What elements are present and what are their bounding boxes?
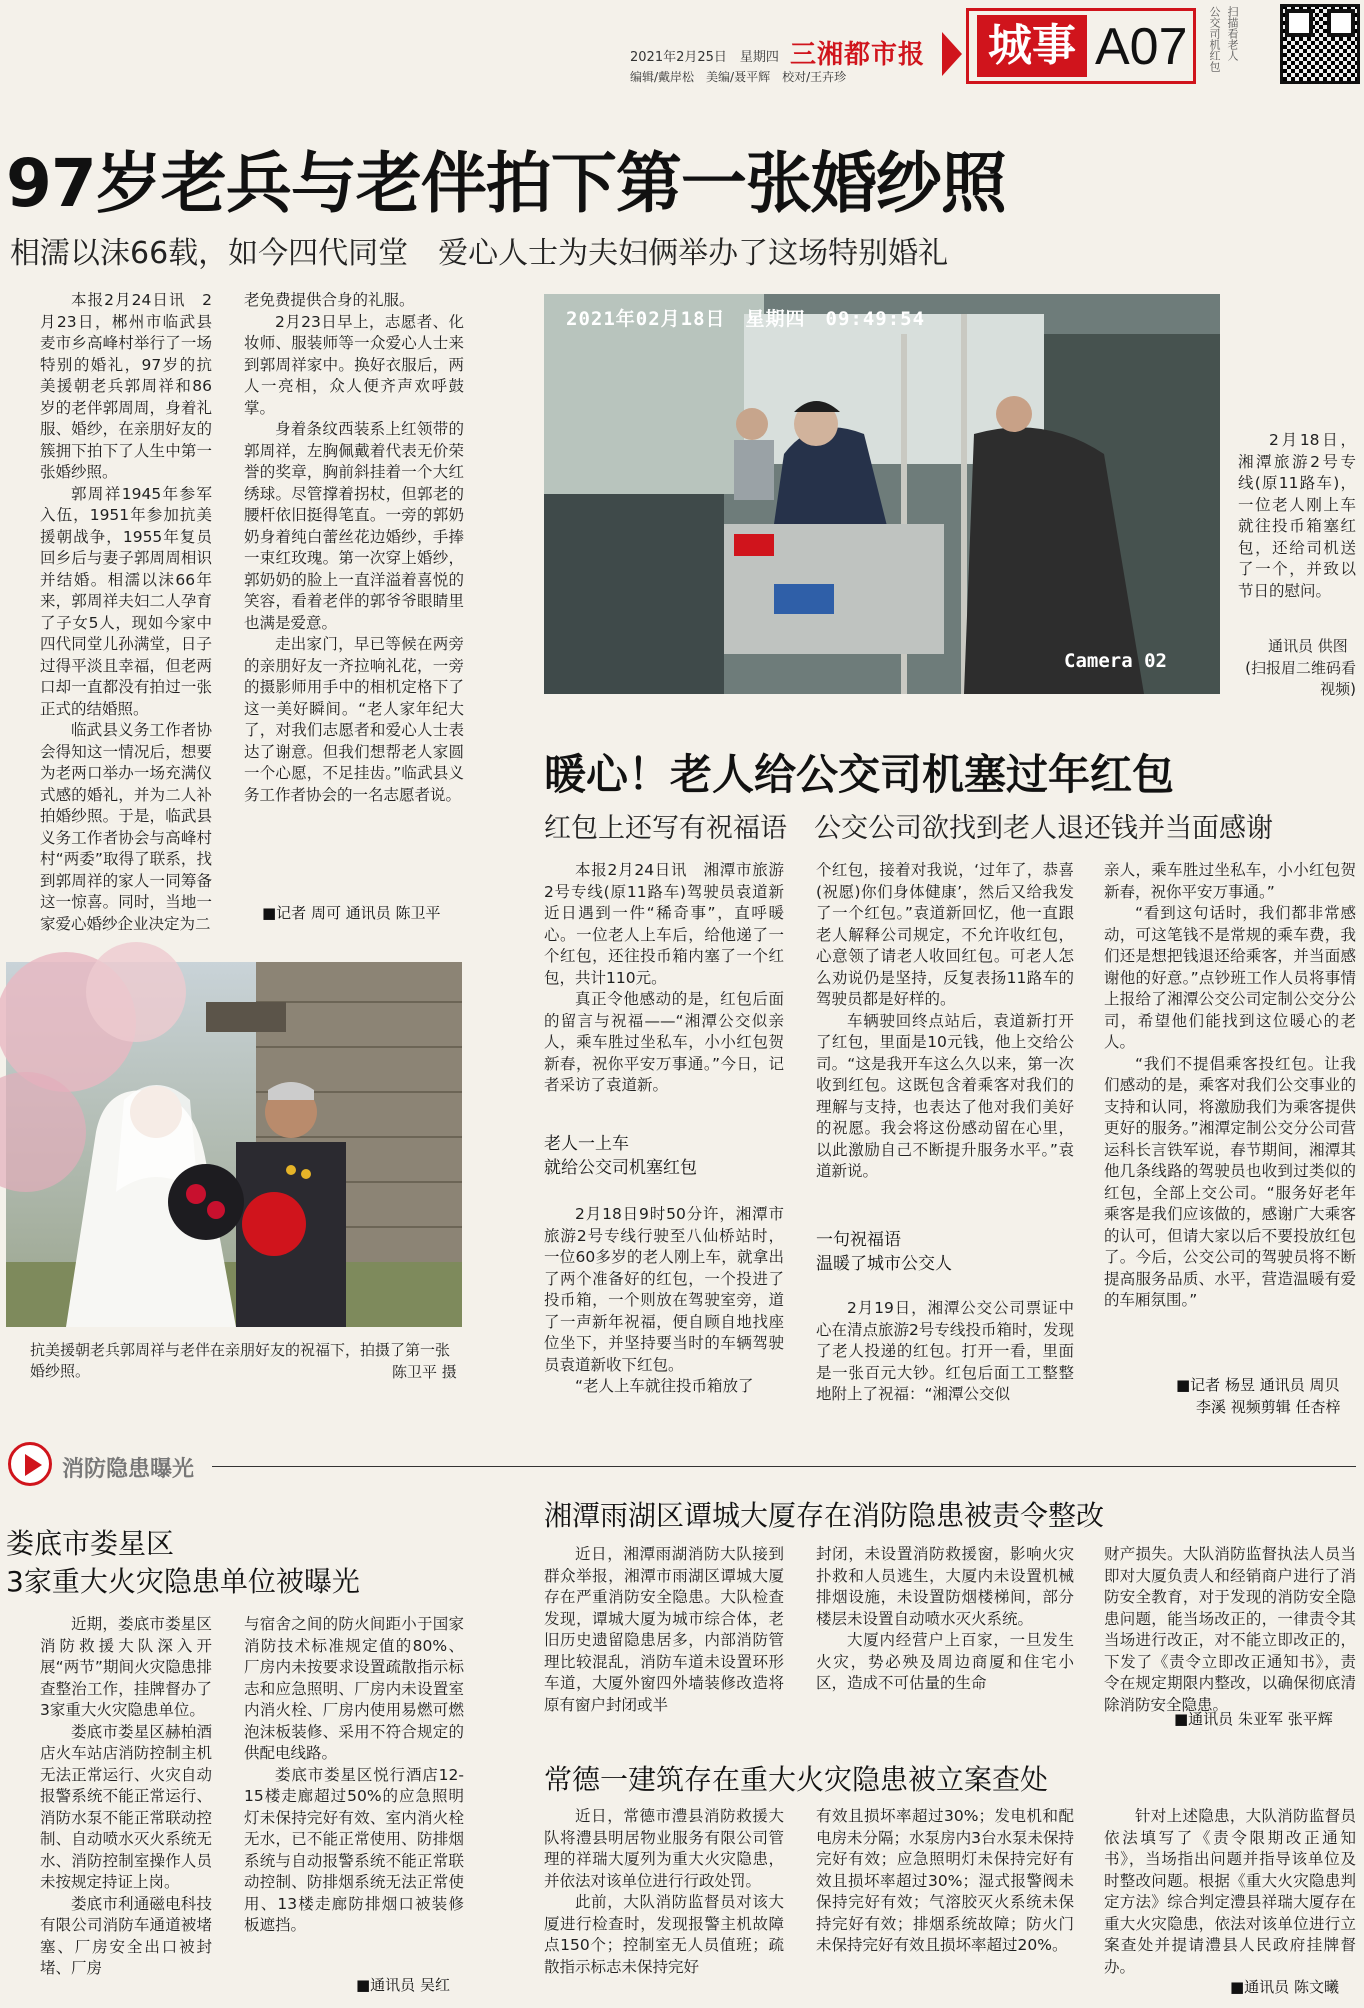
side-note-1: 公交司机红包 — [1208, 6, 1221, 72]
section-box — [966, 8, 1196, 84]
fire-section-banner: 消防隐患曝光 — [62, 1457, 195, 1482]
page-number: A07 — [1095, 18, 1188, 76]
fire-story-c-headline: 常德一建筑存在重大火灾隐患被立案查处 — [544, 1763, 1049, 1796]
section-divider — [212, 1466, 1356, 1467]
fire-story-b-column-1: 近日，湘潭雨湖消防大队接到群众举报，湘潭市雨湖区谭城大厦存在严重消防安全隐患。大队检查发现，谭城大厦为城市综合体，老旧历史遗留隐患居多，内部消防管理比较混乱，消防车道未设置环形车道，大厦外窗四外墙装修改造将原有窗户封闭或半 — [544, 1545, 784, 1714]
fire-story-a-byline: ■通讯员 吴红 — [356, 1976, 450, 1994]
wedding-photo-illustration — [6, 962, 462, 1327]
story2-byline-2: 李溪 视频剪辑 任杏梓 — [1196, 1398, 1341, 1416]
cctv-camera-label: Camera 02 — [1064, 650, 1167, 672]
qr-code-icon[interactable] — [1280, 4, 1360, 84]
logo-arrow-icon — [942, 32, 962, 76]
story2-subsection-1: 老人一上车 就给公交司机塞红包 — [544, 1134, 697, 1178]
story1-byline: ■记者 周可 通讯员 陈卫平 — [262, 904, 441, 922]
play-icon — [8, 1442, 52, 1486]
bus-photo-caption: 2月18日，湘潭旅游2号专线(原11路车)，一位老人刚上车就往投币箱塞红包，还给司机送了一个，并致以节日的慰问。 — [1238, 431, 1356, 600]
story2-column-1b: 2月18日9时50分许，湘潭市旅游2号专线行驶至八仙桥站时，一位60多岁的老人刚上车，就拿出了两个准备好的红包，一个投进了投币箱，一个则放在驾驶室旁，道了一声新年祝福，便自顾自地找座位坐下，并坚持要当时的车辆驾驶员袁道新收下红包。 “老人上车就往投币箱放了 — [544, 1205, 784, 1395]
story2-byline-1: ■记者 杨昱 通讯员 周贝 — [1176, 1376, 1340, 1394]
story2-headline: 暖心！老人给公交司机塞过年红包 — [544, 750, 1175, 799]
fire-story-c-byline: ■通讯员 陈文曦 — [1230, 1978, 1339, 1996]
fire-story-b-headline: 湘潭雨湖区谭城大厦存在消防隐患被责令整改 — [544, 1499, 1105, 1532]
fire-story-a-column-1: 近期，娄底市娄星区消防救援大队深入开展“两节”期间火灾隐患排查整治工作，挂牌督办了3家重大火灾隐患单位。 娄底市娄星区赫柏酒店火车站店消防控制主机无法正常运行、火灾自动报警系统不能正常运行、消防水泵不能正常联动控制、自动喷水灭火系统无水、消防控制室操作人员未按规定持证上岗。 娄底市利通磁电科技有限公司消防车通道被堵塞、厂房安全出口被封堵、厂房 — [40, 1615, 212, 1977]
newspaper-logo: 三湘都市报 — [790, 40, 926, 70]
fire-story-b-column-3: 财产损失。大队消防监督执法人员当即对大厦负责人和经销商户进行了消防安全教育，对于发现的消防安全隐患问题，能当场改正的，一律责令其当场进行改正，对不能立即改正的，下发了《责令立即改正通知书》，责令在规定期限内整改，以确保彻底清除消防安全隐患。 — [1104, 1545, 1356, 1714]
story2-column-1: 本报2月24日讯 湘潭市旅游2号专线(原11路车)驾驶员袁道新近日遇到一件“稀奇事”，直呼暖心。一位老人上车后，给他递了一个红包，还往投币箱内塞了一个红包，共计110元。 真正令他感动的是，红包后面的留言与祝福——“湘潭公交似亲人，乘车胜过坐私车，小小红包贺新春，祝你平安万事通。”今日，记者采访了袁道新。 — [544, 861, 784, 1094]
bus-cctv-photo — [544, 294, 1220, 694]
story1-headline: 97岁老兵与老伴拍下第一张婚纱照 — [6, 145, 1006, 222]
fire-story-c-column-1: 近日，常德市澧县消防救援大队将澧县明居物业服务有限公司管理的祥瑞大厦列为重大火灾隐患，并依法对该单位进行行政处罚。 此前，大队消防监督员对该大厦进行检查时，发现报警主机故障点150个；控制室无人员值班；疏散指示标志未保持完好 — [544, 1807, 784, 1976]
story1-column-2: 老免费提供合身的礼服。 2月23日早上，志愿者、化妆师、服装师等一众爱心人士来到郭周祥家中。换好衣服后，两人一亮相，众人便齐声欢呼鼓掌。 身着条纹西装系上红领带的郭周祥，左胸佩戴着代表无价荣誉的奖章，胸前斜挂着一个大红绣球。尽管撑着拐杖，但郭老的腰杆依旧挺得笔直。一旁的郭奶奶身着纯白蕾丝花边婚纱，手捧一束红玫瑰。第一次穿上婚纱，郭奶奶的脸上一直洋溢着喜悦的笑容，看着老伴的郭爷爷眼睛里也满是爱意。 走出家门，早已等候在两旁的亲朋好友一齐拉响礼花，一旁的摄影师用手中的相机定格下了这一美好瞬间。“老人家年纪大了，对我们志愿者和爱心人士表达了谢意。但我们想帮老人家圆一个心愿，不足挂齿。”临武县义务工作者协会的一名志愿者说。 — [244, 291, 464, 804]
story2-column-2: 个红包，接着对我说，‘过年了，恭喜(祝愿)你们身体健康’，然后又给我发了一个红包。”袁道新回忆，他一直跟老人解释公司规定，不允许收红包，心意领了请老人收回红包。可老人怎么劝说仍是坚持，反复表扬11路车的驾驶员都是好样的。 车辆驶回终点站后，袁道新打开了红包，里面是10元钱，他上交给公司。“这是我开车这么久以来，第一次收到红包。这既包含着乘客对我们的理解与支持，也表达了他对我们美好的祝愿。我会将这份感动留在心里，以此激励自己不断提升服务水平。”袁道新说。 — [816, 861, 1074, 1180]
side-note-2: 扫描看老人 — [1226, 6, 1239, 61]
fire-story-a-headline-2: 3家重大火灾隐患单位被曝光 — [6, 1565, 360, 1598]
story1-subhead: 相濡以沫66载，如今四代同堂 爱心人士为夫妇俩举办了这场特别婚礼 — [10, 236, 949, 271]
bus-photo-credit: 通讯员 供图 — [1268, 637, 1348, 655]
fire-story-a-column-2: 与宿舍之间的防火间距小于国家消防技术标准规定值的80%、厂房内未按要求设置疏散指示标志和应急照明、厂房内未设置室内消火栓、厂房内使用易燃可燃泡沫板装修、采用不符合规定的供配电线路。 娄底市娄星区悦行酒店12-15楼走廊超过50%的应急照明灯未保持完好有效、室内消火栓无水，已不能正常使用、防排烟系统与自动报警系统不能正常联动控制、防排烟系统无法正常使用、13楼走廊防排烟口被装修板遮挡。 — [244, 1615, 464, 1934]
issue-date: 2021年2月25日 星期四 — [630, 50, 779, 65]
editor-credits: 编辑/戴岸松 美编/聂平辉 校对/王卉珍 — [630, 70, 847, 84]
fire-story-b-column-2: 封闭，未设置消防救援窗，影响火灾扑救和人员逃生，大厦内未设置机械排烟设施，未设置防烟楼梯间，部分楼层未设置自动喷水灭火系统。 大厦内经营户上百家，一旦发生火灾，势必殃及周边商厦和住宅小区，造成不可估量的生命 — [816, 1545, 1074, 1692]
wedding-photo-credit: 陈卫平 摄 — [392, 1363, 457, 1381]
section-name: 城事 — [977, 15, 1087, 77]
masthead — [630, 0, 1364, 92]
story2-subhead: 红包上还写有祝福语 公交公司欲找到老人退还钱并当面感谢 — [544, 813, 1273, 844]
story1-column-1: 本报2月24日讯 2月23日，郴州市临武县麦市乡高峰村举行了一场特别的婚礼，97岁的抗美援朝老兵郭周祥和86岁的老伴郭周周，身着礼服、婚纱，在亲朋好友的簇拥下拍下了人生中第一张婚纱照。 郭周祥1945年参军入伍，1951年参加抗美援朝战争，1955年复员回乡后与妻子郭周周相识并结婚。相濡以沫66年来，郭周祥夫妇二人孕育了子女5人，现如今家中四代同堂儿孙满堂，日子过得平淡且幸福，但老两口却一直都没有拍过一张正式的结婚照。 临武县义务工作者协会得知这一情况后，想要为老两口举办一场充满仪式感的婚礼，并为二人补拍婚纱照。于是，临武县义务工作者协会与高峰村村“两委”取得了联系，找到郭周祥的家人一同筹备这一惊喜。同时，当地一家爱心婚纱企业决定为二 — [40, 291, 212, 933]
bus-cctv-illustration — [544, 294, 1220, 694]
fire-story-c-column-3: 针对上述隐患，大队消防监督员依法填写了《责令限期改正通知书》，当场指出问题并指导该单位及时整改问题。根据《重大火灾隐患判定方法》综合判定澧县祥瑞大厦存在重大火灾隐患，依法对该单位进行立案查处并提请澧县人民政府挂牌督办。 — [1104, 1807, 1356, 1976]
wedding-photo — [6, 962, 462, 1327]
cctv-timestamp: 2021年02月18日 星期四 09:49:54 — [566, 308, 926, 330]
fire-story-c-column-2: 有效且损坏率超过30%；发电机和配电房未分隔；水泵房内3台水泵未保持完好有效；应急照明灯未保持完好有效且损坏率超过30%；湿式报警阀未保持完好有效；气溶胶灭火系统未保持完好有效；排烟系统故障；防火门未保持完好有效且损坏率超过20%。 — [816, 1807, 1074, 1954]
fire-story-a-headline-1: 娄底市娄星区 — [6, 1527, 175, 1560]
wedding-photo-caption: 抗美援朝老兵郭周祥与老伴在亲朋好友的祝福下，拍摄了第一张婚纱照。 — [30, 1341, 451, 1380]
story2-column-3: 亲人，乘车胜过坐私车，小小红包贺新春，祝你平安万事通。” “看到这句话时，我们都非常感动，可这笔钱不是常规的乘车费，我们还是想把钱退还给乘客，并当面感谢他的好意。”点钞班工作人员将事情上报给了湘潭公交公司定制公交分公司，希望他们能找到这位暖心的老人。 “我们不提倡乘客投红包。让我们感动的是，乘客对我们公交事业的支持和认同，将激励我们为乘客提供更好的服务。”湘潭定制公交分公司营运科长言铁军说，春节期间，湘潭其他几条线路的驾驶员也收到过类似的红包，全部上交公司。“服务好老年乘客是我们应该做的，感谢广大乘客的认可，但请大家以后不要投放红包了。今后，公交公司的驾驶员将不断提高服务品质、水平，营造温暖有爱的车厢氛围。” — [1104, 861, 1356, 1309]
fire-story-b-byline: ■通讯员 朱亚军 张平辉 — [1174, 1710, 1333, 1728]
story2-column-2b: 2月19日，湘潭公交公司票证中心在清点旅游2号专线投币箱时，发现了老人投递的红包。打开一看，里面是一张百元大钞。红包后面工工整整地附上了祝福：“湘潭公交似 — [816, 1299, 1074, 1403]
bus-photo-note: (扫报眉二维码看视频) — [1245, 659, 1356, 698]
story2-subsection-2: 一句祝福语 温暖了城市公交人 — [816, 1230, 952, 1274]
